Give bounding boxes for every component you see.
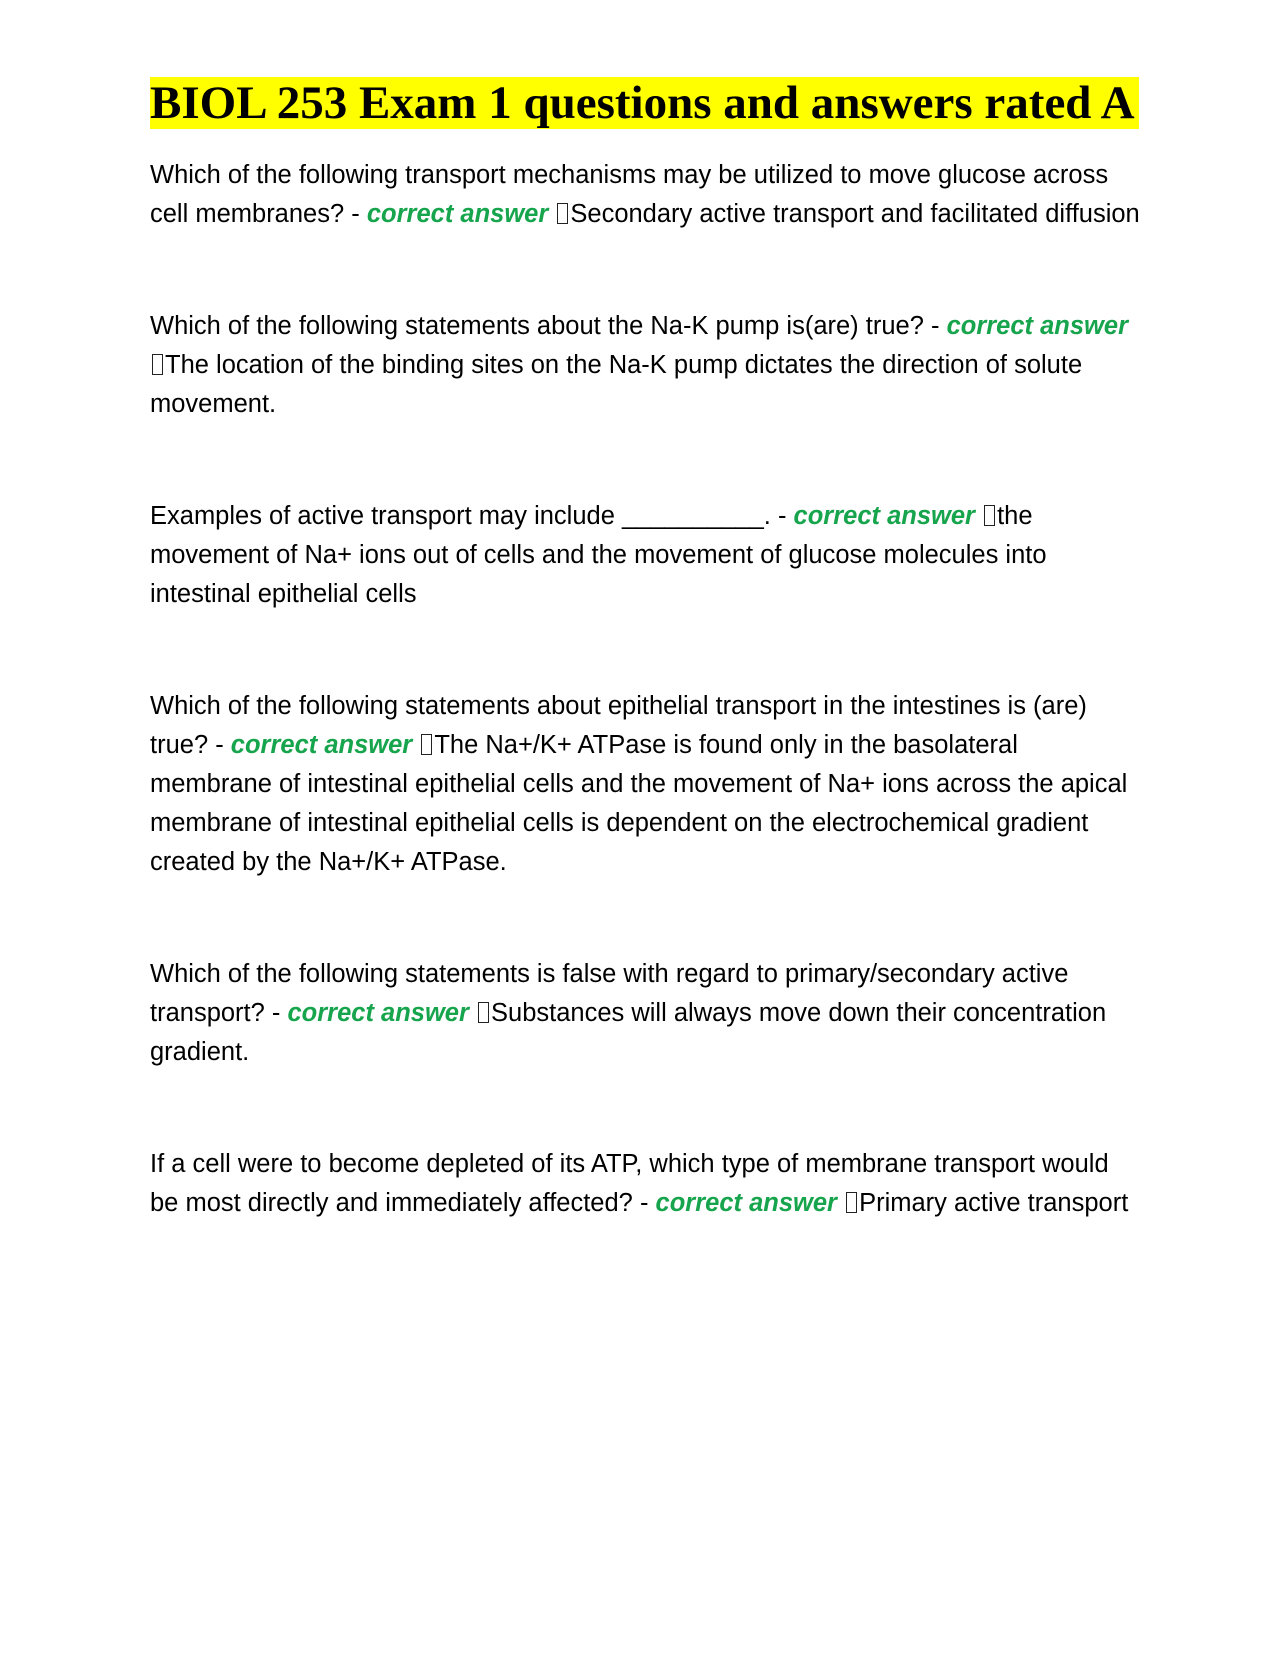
missing-glyph-icon	[421, 734, 432, 755]
document-page	[150, 74, 1140, 1296]
question-text: Examples of active transport may include __________.	[150, 502, 771, 530]
question-text: If a cell were to become depleted of its ATP, which type of membrane transport would be most directly and immediately affected?	[150, 1150, 1109, 1217]
answer-text: the movement of Na+ ions out of cells and the movement of glucose molecules into intestinal epithelial cells	[150, 502, 1047, 608]
correct-answer-label: correct answer	[655, 1189, 837, 1217]
separator: -	[923, 312, 947, 340]
correct-answer-label: correct answer	[230, 731, 413, 759]
separator: -	[208, 731, 231, 759]
qa-item	[150, 497, 1140, 614]
missing-glyph-icon	[152, 354, 163, 375]
correct-answer-label: correct answer	[287, 999, 469, 1027]
separator: -	[770, 502, 794, 530]
separator: -	[632, 1189, 656, 1217]
qa-item	[150, 955, 1140, 1072]
title-highlight: BIOL 253 Exam 1 questions and answers rated A	[150, 77, 1139, 129]
qa-item	[150, 307, 1140, 424]
qa-item	[150, 1145, 1140, 1223]
answer-text: Primary active transport	[859, 1189, 1129, 1217]
answer-text: Substances will always move down their concentration gradient.	[150, 999, 1107, 1066]
answer-text: The location of the binding sites on the Na-K pump dictates the direction of solute movement.	[150, 351, 1083, 418]
correct-answer-label: correct answer	[793, 502, 975, 530]
missing-glyph-icon	[846, 1192, 857, 1213]
missing-glyph-icon	[984, 505, 995, 526]
separator: -	[264, 999, 288, 1027]
correct-answer-label: correct answer	[366, 200, 549, 228]
answer-text: The Na+/K+ ATPase is found only in the basolateral membrane of intestinal epithelial cells and the movement of Na+ ions across the apical membrane of intestinal epithelial cells is dependent on the electrochemical gradient created by the Na+/K+ ATPase.	[150, 731, 1128, 876]
document-title	[150, 74, 1140, 132]
question-text: Which of the following statements about the Na-K pump is(are) true?	[150, 312, 924, 340]
missing-glyph-icon	[478, 1002, 489, 1023]
answer-text: Secondary active transport and facilitated diffusion	[570, 200, 1140, 228]
separator: -	[344, 200, 367, 228]
correct-answer-label: correct answer	[946, 312, 1128, 340]
question-text: Which of the following transport mechanisms may be utilized to move glucose across cell membranes?	[150, 161, 1109, 228]
missing-glyph-icon	[557, 203, 568, 224]
qa-item	[150, 156, 1140, 234]
question-text: Which of the following statements about epithelial transport in the intestines is (are) true?	[150, 692, 1087, 759]
question-text: Which of the following statements is false with regard to primary/secondary active transport?	[150, 960, 1069, 1027]
qa-item	[150, 687, 1140, 882]
